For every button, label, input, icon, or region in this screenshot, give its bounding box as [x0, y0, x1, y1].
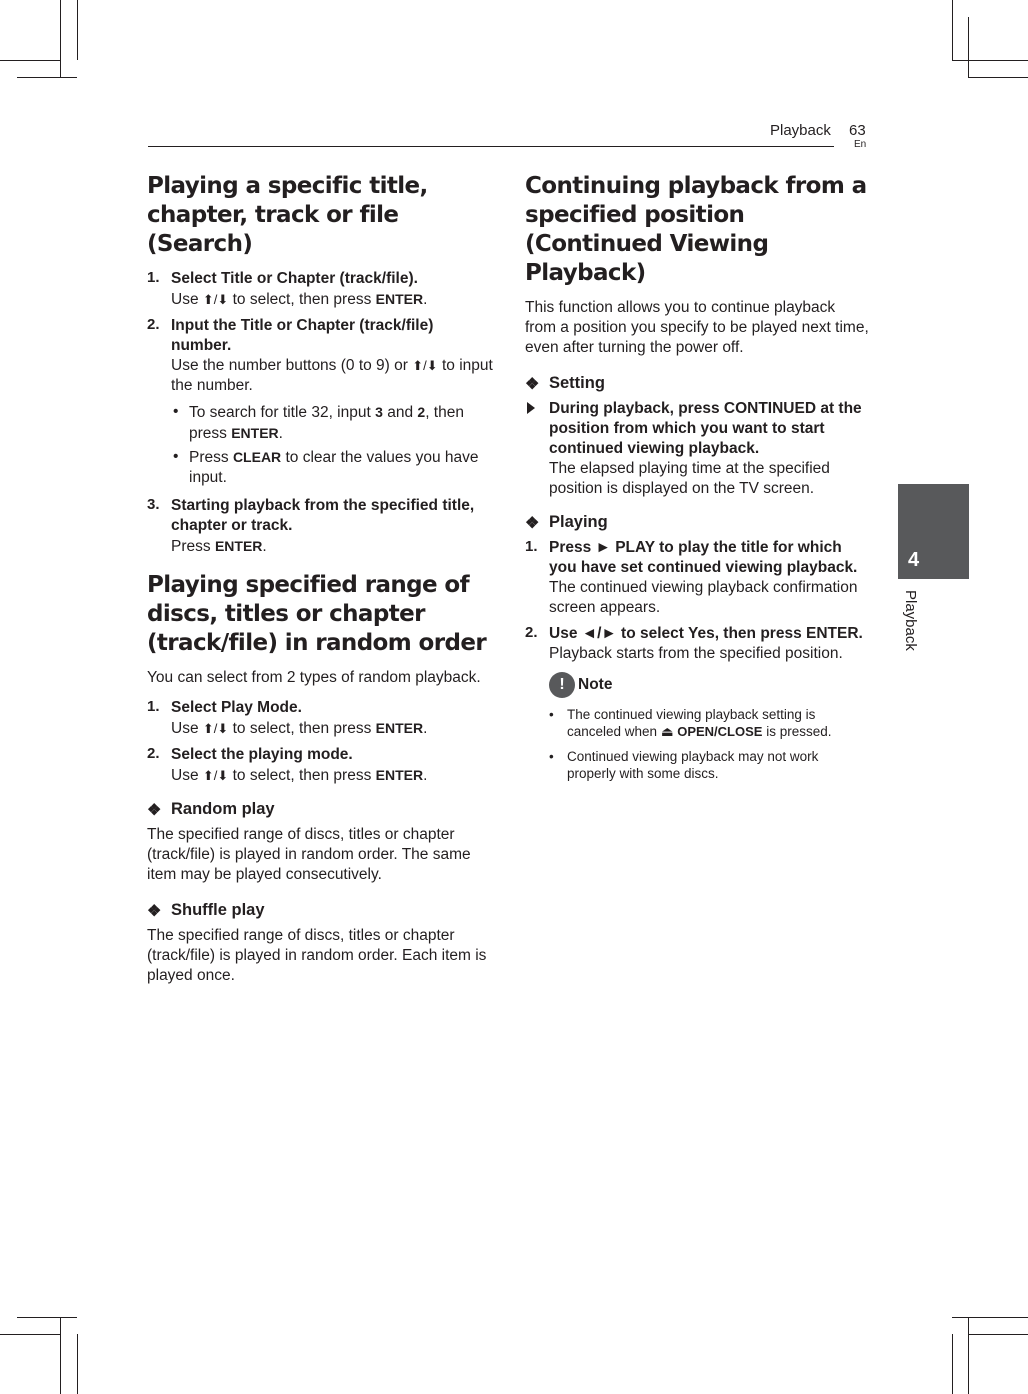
crop-mark	[17, 77, 77, 78]
note-item: • Continued viewing playback may not work properly with some discs.	[549, 749, 819, 781]
crop-mark	[0, 60, 60, 61]
note-box	[525, 672, 870, 782]
up-down-arrows-icon: ⬆/⬇	[412, 358, 438, 373]
crop-mark	[968, 17, 969, 77]
step-title: Select Title or Chapter (track/file).	[171, 270, 418, 287]
search-heading: Playing a specific title, chapter, track or file (Search)	[147, 173, 428, 257]
step-title: Select the playing mode.	[171, 746, 353, 763]
search-step	[147, 269, 497, 310]
setting-instruction: During playback, press CONTINUED at the position from which you want to start continued viewing playback. The elapsed playing time at the specified position is displayed on the TV screen.	[525, 399, 870, 499]
step-number: 1.	[147, 269, 160, 286]
crop-mark	[77, 1334, 78, 1394]
random-heading: Playing specified range of discs, titles or chapter (track/file) in random order	[147, 572, 487, 656]
bullet-item: • To search for title 32, input 3 and 2, then press ENTER.	[173, 403, 464, 442]
continue-intro: This function allows you to continue playback from a position you specify to be played next time, even after turning the power off.	[525, 299, 869, 356]
step-title: Press ► PLAY to play the title for which you have set continued viewing playback.	[549, 539, 858, 576]
note-item: • The continued viewing playback setting is canceled when ⏏ OPEN/CLOSE is pressed.	[549, 707, 832, 739]
page-number: 63	[849, 122, 866, 139]
step-desc: Use the number buttons (0 to 9) or ⬆/⬇ to input the number.	[171, 357, 493, 394]
step-desc: Use ⬆/⬇ to select, then press ENTER.	[171, 720, 428, 737]
crop-mark	[952, 60, 1028, 61]
crop-mark	[60, 1317, 61, 1394]
up-down-arrows-icon: ⬆/⬇	[202, 292, 229, 307]
random-step	[147, 745, 497, 786]
playing-step	[525, 538, 870, 618]
shuffle-play-text: The specified range of discs, titles or chapter (track/file) is played in random order. Each item is played once.	[147, 927, 487, 984]
crop-mark	[952, 1334, 953, 1394]
crop-mark	[952, 0, 953, 60]
random-intro: You can select from 2 types of random playback.	[147, 669, 481, 686]
diamond-bullet-icon: ❖	[147, 802, 162, 819]
crop-mark	[60, 0, 61, 77]
note-title: Note	[578, 676, 613, 693]
step-desc: Use ⬆/⬇ to select, then press ENTER.	[171, 291, 428, 308]
playing-step	[525, 624, 870, 664]
diamond-bullet-icon: ❖	[147, 903, 162, 920]
random-play-text: The specified range of discs, titles or chapter (track/file) is played in random order. The same item may be played consecutively.	[147, 826, 471, 883]
crop-mark	[968, 1317, 969, 1394]
playing-subheading: ❖ Playing	[525, 513, 608, 532]
search-step	[147, 496, 497, 557]
header-rule	[148, 146, 834, 147]
continue-heading: Continuing playback from a specified position (Continued Viewing Playback)	[525, 173, 867, 286]
step-number: 1.	[525, 538, 538, 555]
step-title: Input the Title or Chapter (track/file) number.	[171, 317, 434, 354]
step-title: Select Play Mode.	[171, 699, 302, 716]
page-language: En	[854, 139, 867, 150]
bullet-item: • Press CLEAR to clear the values you have input.	[173, 448, 479, 486]
step-number: 1.	[147, 698, 160, 715]
step-number: 2.	[147, 316, 160, 333]
diamond-bullet-icon: ❖	[525, 515, 540, 532]
search-step	[147, 316, 497, 396]
crop-mark	[0, 1334, 60, 1335]
left-right-arrows-icon: ◄/►	[581, 625, 617, 642]
random-step	[147, 698, 497, 739]
eject-icon: ⏏	[660, 724, 674, 739]
header-section: Playback	[770, 122, 831, 139]
step-number: 3.	[147, 496, 160, 513]
crop-mark	[17, 1317, 77, 1318]
setting-subheading: ❖ Setting	[525, 374, 605, 393]
up-down-arrows-icon: ⬆/⬇	[202, 768, 229, 783]
exclamation-icon: !	[549, 672, 575, 698]
crop-mark	[968, 1334, 1028, 1335]
step-desc: Playback starts from the specified position.	[549, 645, 843, 662]
step-title: Use ◄/► to select Yes, then press ENTER.	[549, 625, 863, 642]
crop-mark	[968, 77, 1028, 78]
left-column	[147, 172, 497, 986]
step-desc: The continued viewing playback confirmation screen appears.	[549, 579, 858, 616]
random-play-subheading: ❖ Random play	[147, 800, 275, 819]
chapter-tab-label: Playback	[902, 590, 919, 651]
crop-mark	[952, 1317, 1028, 1318]
up-down-arrows-icon: ⬆/⬇	[202, 721, 229, 736]
shuffle-play-subheading: ❖ Shuffle play	[147, 901, 265, 920]
step-desc: Press ENTER.	[171, 538, 267, 555]
play-icon: ►	[595, 539, 611, 556]
right-column	[525, 172, 870, 782]
diamond-bullet-icon: ❖	[525, 376, 540, 393]
step-title: Starting playback from the specified title, chapter or track.	[171, 497, 475, 534]
triangle-bullet-icon	[527, 402, 535, 414]
step-desc: Use ⬆/⬇ to select, then press ENTER.	[171, 767, 428, 784]
step-number: 2.	[147, 745, 160, 762]
chapter-number: 4	[908, 549, 920, 571]
step-number: 2.	[525, 624, 538, 641]
crop-mark	[77, 0, 78, 60]
